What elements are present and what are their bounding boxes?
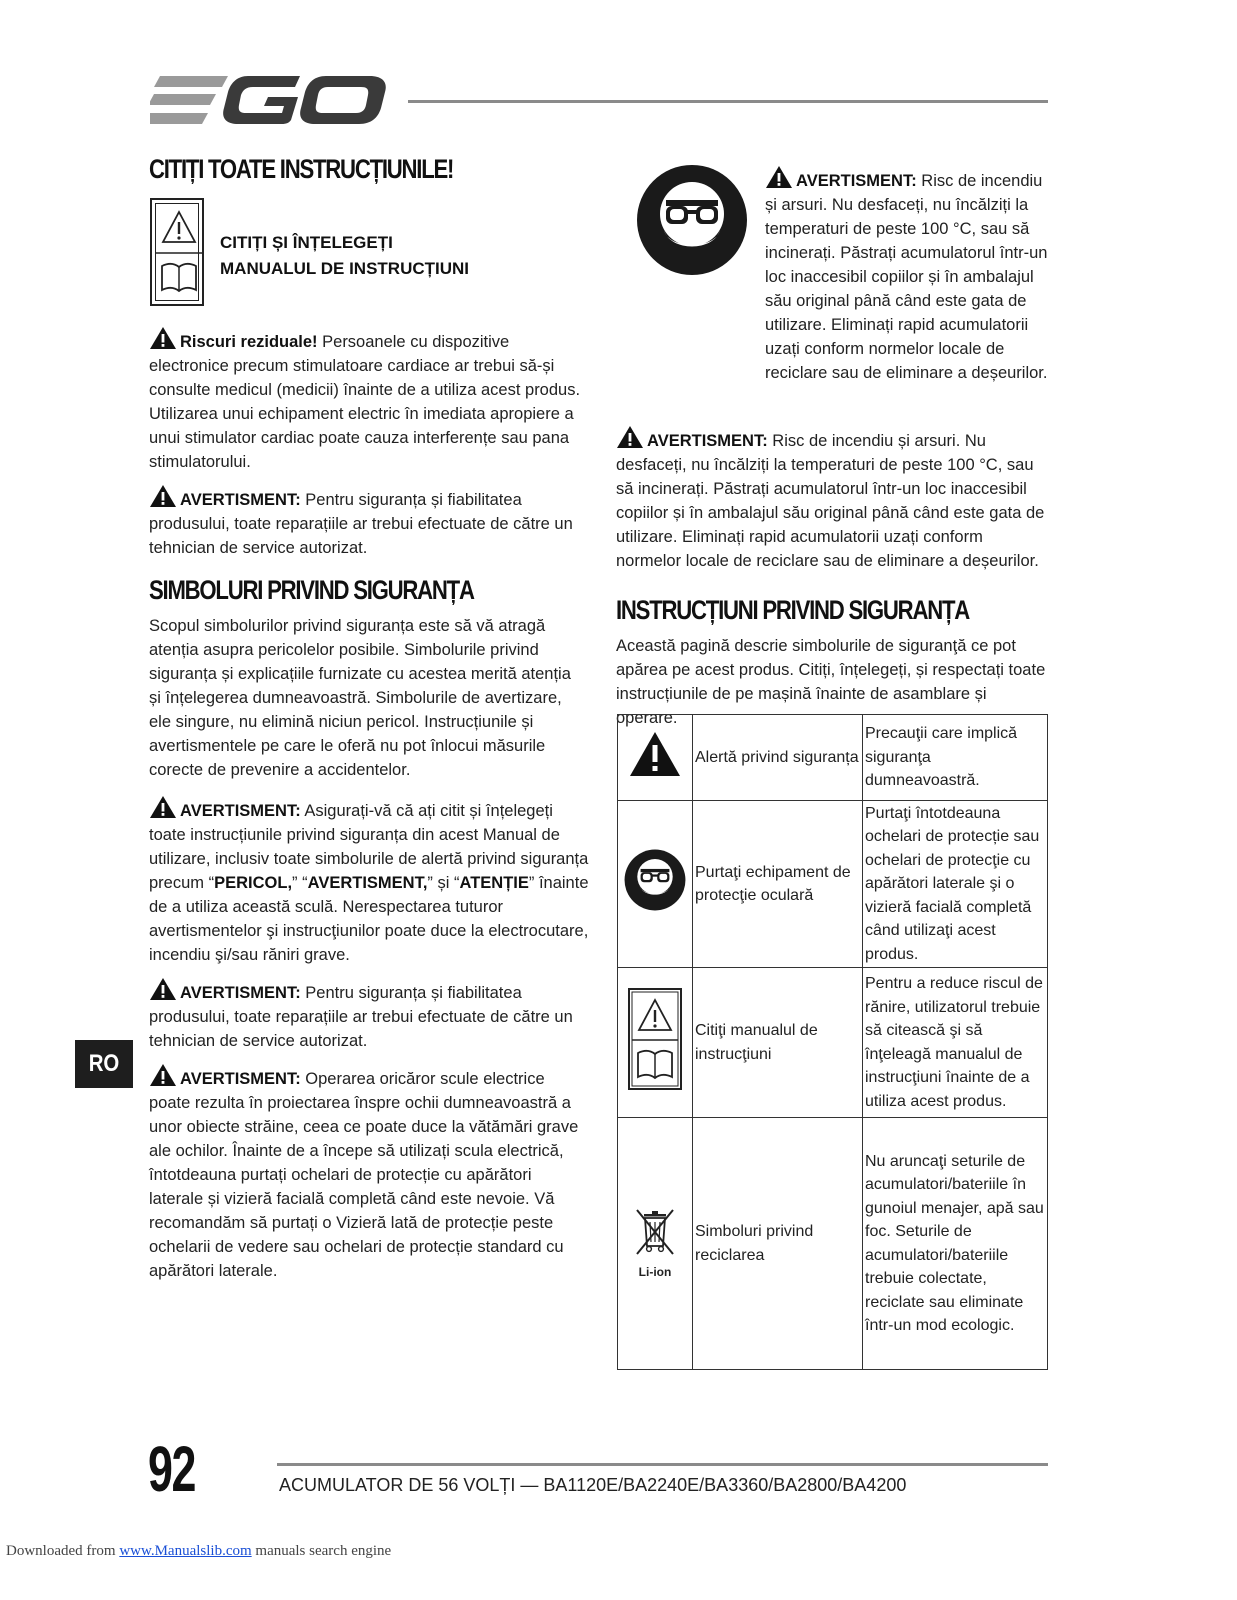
symbols-heading: SIMBOLURI PRIVIND SIGURANȚA [149,575,474,605]
download-suffix: manuals search engine [251,1543,392,1559]
symbol-desc-cell: Purtaţi întotdeauna ochelari de protecție sau ochelari de protecţie cu apărători laterale şi o vizieră facială completă când utilizaţi acest produs. [863,801,1048,968]
warning-label: AVERTISMENT: [180,491,301,509]
table-row [618,801,1048,968]
manualslib-link[interactable]: www.Manualslib.com [119,1543,252,1559]
warning-triangle-icon [149,1063,177,1087]
symbol-desc-cell: Pentru a reduce riscul de rănire, utilizatorul trebuie să citească şi să înţeleagă manualul de instrucţiuni înainte de a utiliza acest produs. [863,968,1048,1118]
symbol-desc-cell: Precauţii care implică siguranţa dumneavoastră. [863,715,1048,801]
eye-protection-icon [636,164,748,276]
warning-label: AVERTISMENT: [180,1070,301,1088]
warning-triangle-icon [149,795,177,819]
pericol-label: PERICOL, [214,874,293,892]
eye-protection-icon [624,849,686,911]
symbol-name-cell: Simboluri privind reciclarea [693,1118,863,1370]
symbol-cell [618,715,693,801]
symbol-cell [618,1118,693,1370]
warning-label: AVERTISMENT: [796,172,917,190]
table-row [618,715,1048,801]
warning-triangle-icon [616,425,644,449]
residual-risk-label: Riscuri reziduale! [180,333,318,351]
warning-triangle-icon [149,326,177,350]
instructions-intro: Această pagină descrie simbolurile de siguranţă ce pot apărea pe acest produs. Citiți, înțelegeți, și respectați toate instrucțiunile de pe mașină înainte de asamblare și operare. [616,637,1046,727]
symbol-name-cell: Alertă privind siguranța [693,715,863,801]
warning-triangle-icon [765,165,793,189]
residual-risk-text: Persoanele cu dispozitive electronice precum stimulatoare cardiace ar trebui să-și consulte medicul (medicii) înainte de a utiliza acest produs. Utilizarea unui echipament electric în imediata apropiere a unui stimulator cardiac poate cauza interferențe sau pana stimulatorului. [149,333,581,471]
warning-label: AVERTISMENT: [647,432,768,450]
read-manual-icon [628,988,682,1090]
read-manual-label-line2: MANUALUL DE INSTRUCȚIUNI [220,259,470,278]
symbol-desc-cell: Nu aruncaţi seturile de acumulatori/bateriile în gunoiul menajer, apă sau foc. Seturile de acumulatori/bateriile trebuie colectate, reciclate sau eliminate într-un mod ecologic. [863,1118,1048,1370]
recycling-icon [633,1208,677,1258]
read-manual-label-line1: CITIȚI ȘI ÎNȚELEGEȚI [220,233,393,252]
warning-paragraph-4 [149,1063,581,1283]
warning-text: Pentru siguranța și fiabilitatea produsului, toate reparațiile ar trebui efectuate de către un tehnician de service autorizat. [149,491,573,557]
warning-text: ” înainte de a utiliza această sculă. Nerespectarea tuturor avertismentelor şi instrucţiunilor poate duce la electrocutare, incendiu şi/sau răniri grave. [149,874,589,964]
download-prefix: Downloaded from [6,1543,120,1559]
download-line [6,1543,391,1560]
warning-paragraph-5 [616,425,1052,573]
warning-label: AVERTISMENT: [180,984,301,1002]
warning-triangle-icon [149,977,177,1001]
symbol-name-cell: Citiţi manualul de instrucţiuni [693,968,863,1118]
warning-triangle-icon [149,484,177,508]
safety-alert-icon [629,731,681,777]
symbols-intro: Scopul simbolurilor privind siguranța este să vă atragă atenția asupra pericolelor posibile. Simbolurile privind siguranța și explicațiile furnizate cu acestea merită atenția și înțelegerea dumneavoastră. Simbolurile de avertizare, ele singure, nu elimină niciun pericol. Instrucțiunile și avertismentele pe care le oferă nu pot înlocui măsurile corecte de prevenire a accidentelor. [149,617,571,779]
read-manual-label [220,230,469,282]
symbol-name-cell: Purtaţi echipament de protecţie oculară [693,801,863,968]
read-manual-symbol [150,198,204,306]
residual-risk-paragraph [149,326,581,474]
warning-label: AVERTISMENT: [180,802,301,820]
warning-text: ” și “ [427,874,460,892]
read-all-heading: CITIȚI TOATE INSTRUCȚIUNILE! [149,154,454,184]
warning-text: Operarea oricăror scule electrice poate rezulta în proiectarea înspre ochii dumneavoastră a unor obiecte străine, ceea ce poate duce la vătămări grave ale ochilor. Înainte de a începe să utilizați scula electrică, întotdeauna purtați ochelari de protecție cu apărători laterale și vizieră facială completă când este nevoie. Vă recomandăm să purtați o Vizieră lată de protecție peste ochelarii de vedere sau ochelari de protecție standard cu apărători laterale. [149,1070,579,1280]
warning-paragraph-3 [149,977,581,1053]
footer-doc-title: ACUMULATOR DE 56 VOLȚI — BA1120E/BA2240E/BA3360/BA2800/BA4200 [279,1475,907,1495]
avertisment-label: AVERTISMENT, [307,874,428,892]
footer-rule [277,1463,1048,1466]
warning-paragraph-2 [149,795,589,967]
symbol-cell [618,801,693,968]
li-ion-label: Li-ion [638,1265,672,1280]
read-manual-icon [156,204,202,304]
language-tab: RO [75,1040,133,1088]
table-row [618,968,1048,1118]
atentie-label: ATENȚIE [459,874,529,892]
page-number: 92 [148,1433,196,1505]
warning-text: Risc de incendiu și arsuri. Nu desfaceți, nu încălziți la temperaturi de peste 100 °C, sau să incinerați. Păstrați acumulatorul într-un loc inaccesibil copiilor și în ambalajul său original până când este gata de utilizare. Eliminați rapid acumulatorii uzați conform normelor locale de reciclare sau de eliminare a deșeurilor. [765,172,1048,382]
header-rule [408,100,1048,103]
goggle-warning-paragraph [765,165,1050,385]
instructions-heading: INSTRUCȚIUNI PRIVIND SIGURANȚA [616,595,970,625]
warning-text: Pentru siguranța și fiabilitatea produsului, toate reparațiile ar trebui efectuate de către un tehnician de service autorizat. [149,984,573,1050]
warning-text: Risc de incendiu și arsuri. Nu desfaceți, nu încălziți la temperaturi de peste 100 °C, sau să incinerați. Păstrați acumulatorul într-un loc inaccesibil copiilor și în ambalajul său original până când este gata de utilizare. Eliminați rapid acumulatorii uzați conform normelor locale de reciclare sau de eliminare a deșeurilor. [616,432,1045,570]
warning-text: ” “ [292,874,308,892]
ego-logo [150,70,390,130]
safety-symbols-table [617,714,1048,1370]
table-row [618,1118,1048,1370]
warning-text: Asigurați-vă că ați citit și înțelegeți toate instrucțiunile privind siguranța din acest Manual de utilizare, inclusiv toate simbolurile de alertă privind siguranța precum “ [149,802,589,892]
warning-paragraph-1 [149,484,581,560]
symbol-cell [618,968,693,1118]
